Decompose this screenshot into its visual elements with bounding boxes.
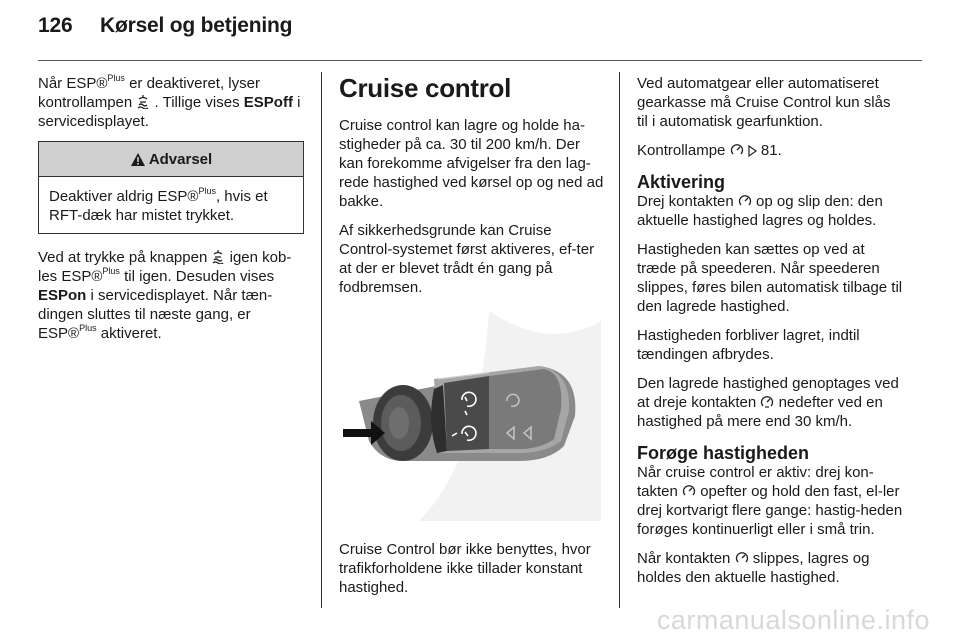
cruise-control-resume-icon: [760, 395, 774, 409]
paragraph: Drej kontakten op og slip den: den aktuelle hastighed lagres og holdes.: [637, 193, 883, 229]
subsection-heading: Aktivering: [637, 172, 726, 192]
column-3: [637, 74, 903, 597]
paragraph: Af sikkerhedsgrunde kan Cruise Control-systemet først aktiveres, ef-ter at der er blevet trådt én gang på fodbremsen.: [339, 222, 595, 296]
page-header: [38, 14, 292, 38]
paragraph: Cruise control kan lagre og holde ha-stigheder på ca. 30 til 200 km/h. Der kan forekomme afvigelser fra den lag-rede hastighed ved kørsel op og ned ad bakke.: [339, 117, 604, 210]
paragraph: Når kontakten slippes, lagres og holdes den aktuelle hastighed.: [637, 550, 870, 586]
warning-box: [38, 141, 304, 234]
cruise-control-icon: [738, 194, 752, 208]
column-divider: [321, 72, 322, 608]
page-number: 126: [38, 14, 73, 37]
section-heading: Cruise control: [339, 73, 512, 103]
column-1: [38, 74, 304, 353]
header-rule: [38, 60, 922, 61]
paragraph: Cruise Control bør ikke benyttes, hvor trafikforholdene ikke tillader konstant hastighed.: [339, 541, 591, 596]
paragraph: Hastigheden kan sættes op ved at træde på speederen. Når speederen slippes, føres bilen automatisk tilbage til den lagrede hastighed.: [637, 241, 903, 315]
warning-title: Advarsel: [148, 150, 213, 168]
paragraph: Kontrollampe 81.: [637, 142, 782, 159]
cruise-control-icon: [682, 484, 696, 498]
page-reference-arrow-icon: [748, 145, 757, 157]
cruise-control-icon: [735, 551, 749, 565]
subsection-heading: Forøge hastigheden: [637, 443, 810, 463]
esp-off-icon: [211, 249, 225, 264]
paragraph: Ved at trykke på knappen igen kob-les ESP®$^{Plus}$ til igen. Desuden vises ESPon i servicedisplayet. Når tæn-dingen sluttes til næste gang, er ESP®$^{Plus}$ aktiveret.: [38, 249, 292, 342]
column-2: [339, 72, 605, 607]
cruise-control-icon: [730, 143, 744, 157]
watermark: carmanualsonline.info: [656, 605, 930, 635]
paragraph: Den lagrede hastighed genoptages ved at dreje kontakten nedefter ved en hastighed på mere end 30 km/h.: [637, 375, 899, 430]
page-title: Kørsel og betjening: [100, 14, 293, 37]
warning-header: [39, 142, 303, 177]
cruise-control-lever-illustration: [339, 311, 601, 521]
paragraph: Hastigheden forbliver lagret, indtil tændingen afbrydes.: [637, 327, 860, 363]
column-divider: [619, 72, 620, 608]
esp-off-icon: [136, 94, 150, 109]
warning-triangle-icon: [130, 152, 146, 167]
paragraph: Når ESP®$^{Plus}$ er deaktiveret, lyser kontrollampen . Tillige vises ESPoff i servicedisplayet.: [38, 73, 301, 130]
paragraph: Når cruise control er aktiv: drej kon-takten opefter og hold den fast, el-ler drej kortvarigt flere gange: hastig-heden forøges kontinuerligt eller i små trin.: [637, 464, 903, 538]
paragraph: Ved automatgear eller automatiseret gearkasse må Cruise Control kun slås til i automatisk gearfunktion.: [637, 75, 891, 130]
warning-body: Deaktiver aldrig ESP®$^{Plus}$, hvis et RFT-dæk har mistet trykket.: [49, 186, 268, 224]
